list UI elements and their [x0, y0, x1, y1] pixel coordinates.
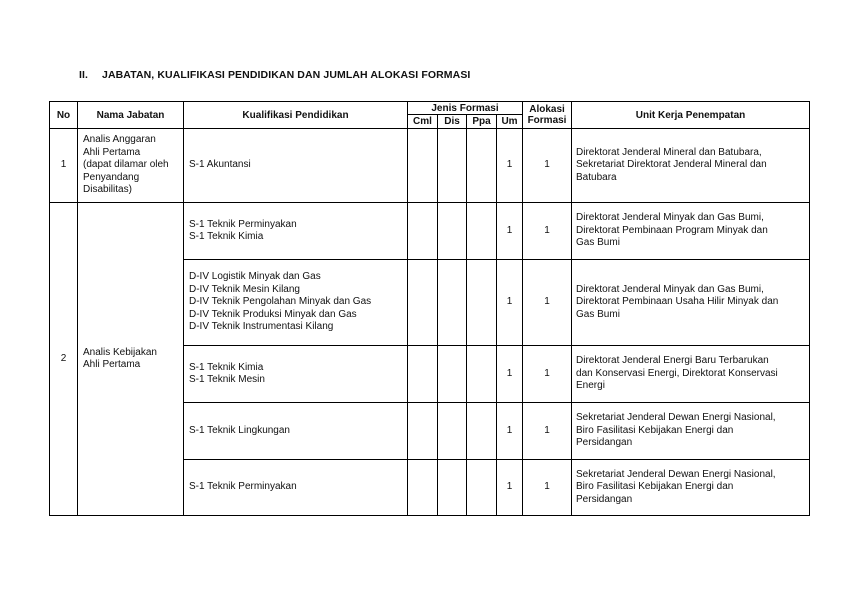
unit-line: Persidangan [576, 493, 633, 505]
cell-ppa [467, 346, 497, 403]
cell-alokasi: 1 [523, 129, 572, 203]
unit-line: Persidangan [576, 437, 633, 449]
unit-line: Gas Bumi [576, 237, 620, 249]
kualifikasi-line: S-1 Teknik Perminyakan [189, 481, 297, 493]
nama-line: Ahli Pertama [83, 146, 141, 158]
unit-line: Gas Bumi [576, 308, 620, 320]
unit-line: Direktorat Pembinaan Program Minyak dan [576, 224, 768, 236]
nama-line: Analis Anggaran [83, 134, 156, 146]
kualifikasi-line: S-1 Teknik Kimia [189, 361, 264, 373]
kualifikasi-line: S-1 Teknik Mesin [189, 374, 265, 385]
cell-um: 1 [497, 403, 523, 460]
cell-um: 1 [497, 260, 523, 346]
kualifikasi-line: D-IV Teknik Mesin Kilang [189, 283, 300, 295]
cell-dis [438, 403, 467, 460]
header-um: Um [497, 115, 523, 129]
cell-kualifikasi [184, 460, 408, 516]
cell-nama-jabatan [78, 129, 184, 203]
header-unit-kerja: Unit Kerja Penempatan [572, 102, 810, 129]
header-alokasi-line: Alokasi [529, 104, 565, 115]
nama-line: Penyandang [83, 171, 140, 183]
header-alokasi-line: Formasi [527, 115, 567, 126]
cell-cml [408, 403, 438, 460]
unit-line: Sekretariat Jenderal Dewan Energi Nasional, [576, 412, 776, 424]
cell-unit-kerja [572, 260, 810, 346]
nama-line: Disabilitas) [83, 184, 132, 196]
cell-alokasi: 1 [523, 403, 572, 460]
cell-kualifikasi [184, 129, 408, 203]
header-nama-jabatan: Nama Jabatan [78, 102, 184, 129]
header-no: No [50, 102, 78, 129]
cell-alokasi: 1 [523, 460, 572, 516]
cell-alokasi: 1 [523, 260, 572, 346]
kualifikasi-line: D-IV Teknik Produksi Minyak dan Gas [189, 308, 357, 320]
unit-line: Direktorat Jenderal Minyak dan Gas Bumi, [576, 212, 764, 224]
cell-unit-kerja [572, 346, 810, 403]
cell-alokasi: 1 [523, 346, 572, 403]
unit-line: Energi [576, 380, 605, 392]
cell-kualifikasi [184, 203, 408, 260]
cell-unit-kerja [572, 129, 810, 203]
cell-alokasi: 1 [523, 203, 572, 260]
table-row [50, 129, 810, 203]
unit-line: Direktorat Jenderal Mineral dan Batubara, [576, 146, 762, 158]
cell-dis [438, 460, 467, 516]
unit-line: Sekretariat Jenderal Dewan Energi Nasional, [576, 468, 776, 480]
cell-cml [408, 129, 438, 203]
cell-um: 1 [497, 460, 523, 516]
unit-line: Direktorat Jenderal Minyak dan Gas Bumi, [576, 283, 764, 295]
unit-line: Biro Fasilitasi Kebijakan Energi dan [576, 424, 734, 436]
section-number: II. [79, 69, 89, 81]
table-row [50, 203, 810, 260]
cell-ppa [467, 460, 497, 516]
cell-dis [438, 203, 467, 260]
cell-cml [408, 260, 438, 346]
cell-ppa [467, 203, 497, 260]
nama-line: (dapat dilamar oleh [83, 159, 169, 171]
cell-unit-kerja [572, 460, 810, 516]
kualifikasi-line: S-1 Akuntansi [189, 159, 251, 171]
cell-dis [438, 346, 467, 403]
unit-line: Direktorat Jenderal Energi Baru Terbarukan [576, 355, 769, 367]
header-jenis-formasi: Jenis Formasi [408, 102, 523, 115]
header-ppa: Ppa [467, 115, 497, 129]
header-kualifikasi: Kualifikasi Pendidikan [184, 102, 408, 129]
section-heading [79, 69, 470, 81]
unit-line: Sekretariat Direktorat Jenderal Mineral dan [576, 159, 767, 171]
header-dis: Dis [438, 115, 467, 129]
cell-kualifikasi [184, 346, 408, 403]
kualifikasi-line: S-1 Teknik Lingkungan [189, 424, 290, 436]
cell-ppa [467, 129, 497, 203]
kualifikasi-line: D-IV Teknik Instrumentasi Kilang [189, 321, 334, 333]
formasi-table [49, 101, 810, 516]
cell-cml [408, 346, 438, 403]
cell-cml [408, 460, 438, 516]
cell-nama-jabatan [78, 203, 184, 516]
section-title: JABATAN, KUALIFIKASI PENDIDIKAN DAN JUMLAH ALOKASI FORMASI [102, 69, 471, 81]
cell-dis [438, 260, 467, 346]
kualifikasi-line: S-1 Teknik Perminyakan [189, 218, 297, 230]
unit-line: Biro Fasilitasi Kebijakan Energi dan [576, 481, 734, 493]
kualifikasi-line: D-IV Teknik Pengolahan Minyak dan Gas [189, 296, 372, 308]
nama-line: Analis Kebijakan [83, 346, 157, 358]
header-cml: Cml [408, 115, 438, 129]
kualifikasi-line: D-IV Logistik Minyak dan Gas [189, 271, 321, 283]
cell-unit-kerja [572, 203, 810, 260]
cell-ppa [467, 403, 497, 460]
cell-um: 1 [497, 346, 523, 403]
cell-kualifikasi [184, 403, 408, 460]
cell-cml [408, 203, 438, 260]
unit-line: Batubara [576, 171, 617, 183]
cell-um: 1 [497, 203, 523, 260]
nama-line: Ahli Pertama [83, 359, 141, 370]
cell-no: 1 [50, 129, 78, 203]
kualifikasi-line: S-1 Teknik Kimia [189, 231, 264, 242]
cell-ppa [467, 260, 497, 346]
cell-no: 2 [50, 203, 78, 516]
unit-line: dan Konservasi Energi, Direktorat Konservasi [576, 367, 778, 379]
cell-dis [438, 129, 467, 203]
cell-kualifikasi [184, 260, 408, 346]
cell-unit-kerja [572, 403, 810, 460]
header-alokasi-formasi [523, 102, 572, 129]
unit-line: Direktorat Pembinaan Usaha Hilir Minyak dan [576, 296, 779, 308]
cell-um: 1 [497, 129, 523, 203]
